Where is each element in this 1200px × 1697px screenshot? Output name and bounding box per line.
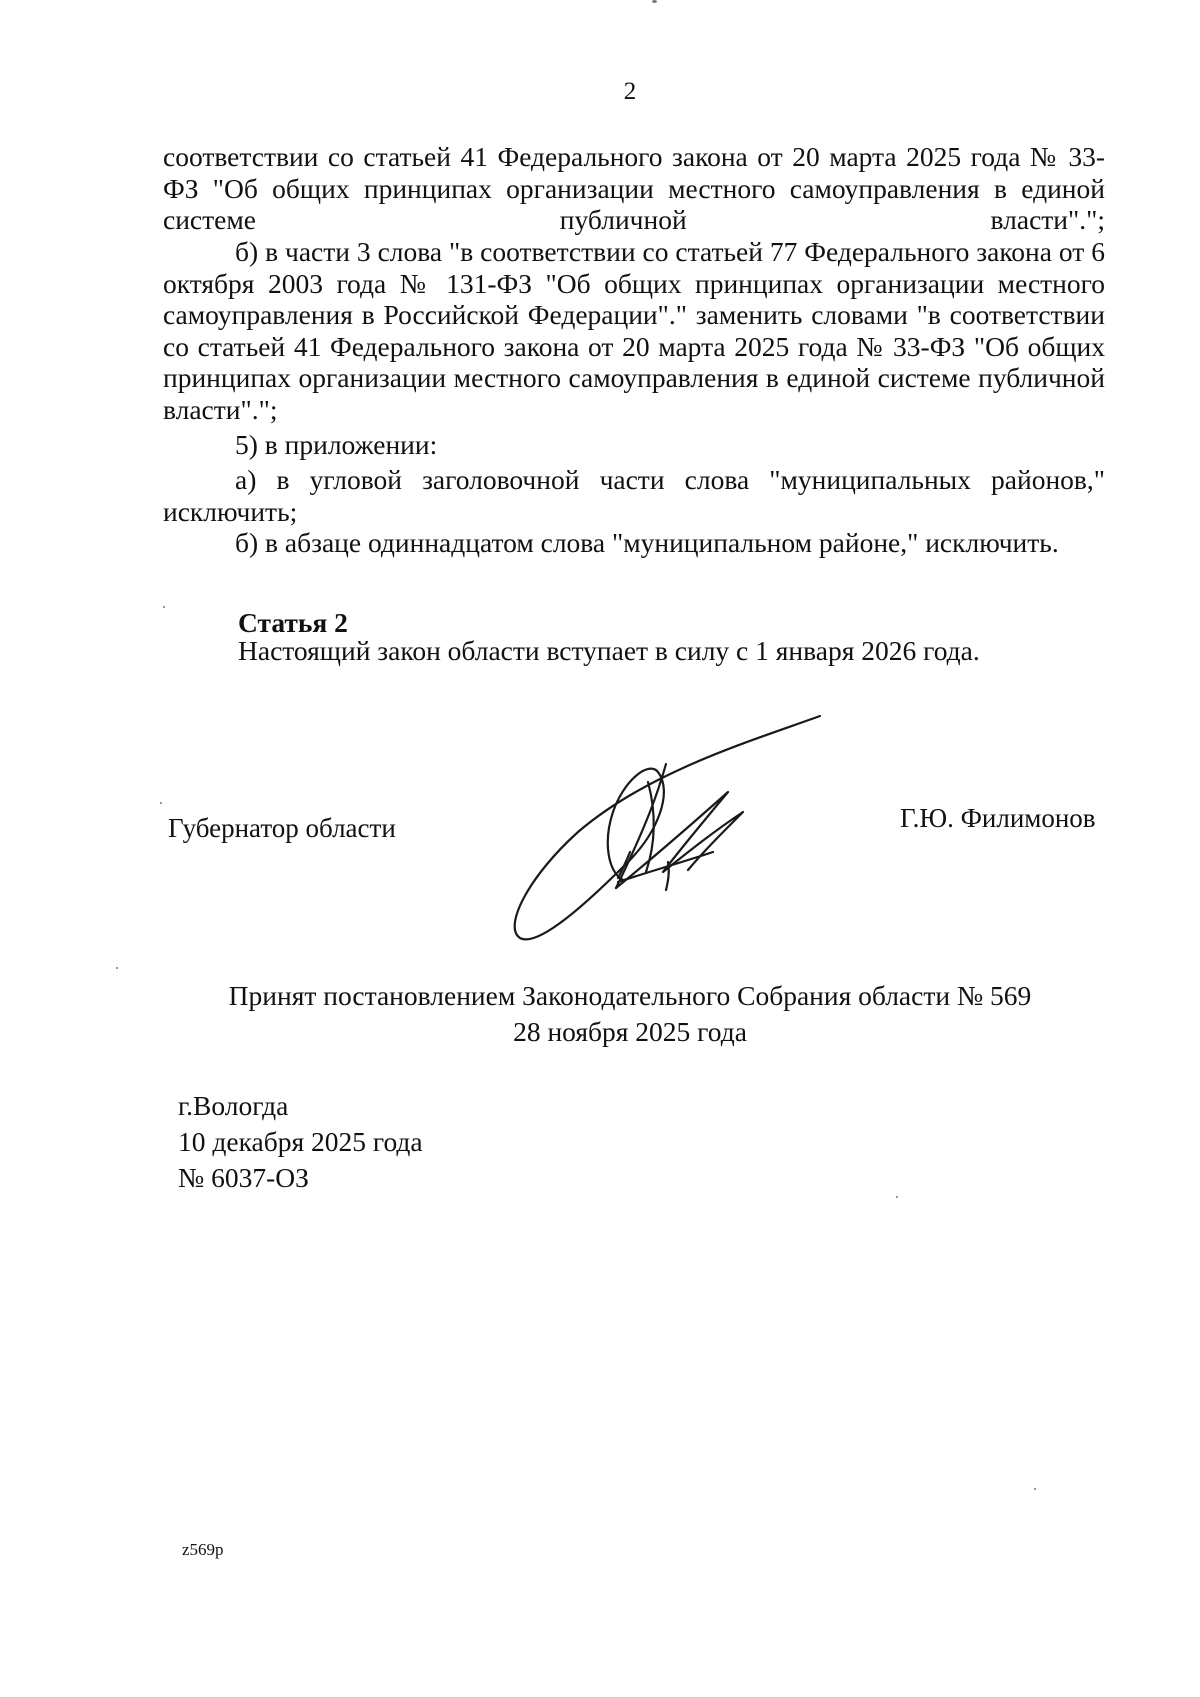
- body-paragraph-1: соответствии со статьей 41 Федерального закона от 20 марта 2025 года № 33-ФЗ "Об общих принципах организации местного самоуправления в единой системе публичной власти".";: [163, 141, 1105, 235]
- adoption-line: Принят постановлением Законодательного Собрания области № 569: [228, 980, 1032, 1011]
- scan-speck: [116, 967, 118, 969]
- scan-speck: [1034, 1488, 1036, 1490]
- body-paragraph-2: б) в части 3 слова "в соответствии со статьей 77 Федерального закона от 6 октября 2003 года № 131-ФЗ "Об общих принципах организации местного самоуправления в Российской Федерации"." заменить словами "в соответствии со статьей 41 Федерального закона от 20 марта 2025 года № 33-ФЗ "Об общих принципах организации местного самоуправления в единой системе публичной власти".";: [163, 236, 1105, 425]
- handwritten-signature: [498, 712, 834, 946]
- governor-name: Г.Ю. Филимонов: [900, 803, 1096, 833]
- signing-date: 10 декабря 2025 года: [178, 1126, 423, 1157]
- footer-code: z569p: [182, 1540, 224, 1559]
- article-text: Настоящий закон области вступает в силу с 1 января 2026 года.: [238, 635, 980, 666]
- article-heading: Статья 2: [238, 607, 348, 638]
- law-number: № 6037-ОЗ: [178, 1162, 309, 1193]
- body-paragraph-4: а) в угловой заголовочной части слова "муниципальных районов," исключить;: [163, 464, 1105, 527]
- scan-speck: [652, 0, 657, 3]
- page-number: 2: [623, 78, 637, 105]
- adoption-date: 28 ноября 2025 года: [513, 1016, 747, 1047]
- city: г.Вологда: [178, 1090, 289, 1121]
- adoption-note: [0, 978, 1200, 1050]
- scan-speck: [160, 802, 162, 804]
- body-paragraph-3: 5) в приложении:: [235, 429, 438, 460]
- scan-speck: [163, 606, 165, 608]
- body-paragraph-5: б) в абзаце одиннадцатом слова "муниципальном районе," исключить.: [235, 527, 1059, 558]
- scan-speck: [896, 1196, 898, 1198]
- place-date-number: [178, 1088, 423, 1196]
- governor-title: Губернатор области: [168, 813, 396, 843]
